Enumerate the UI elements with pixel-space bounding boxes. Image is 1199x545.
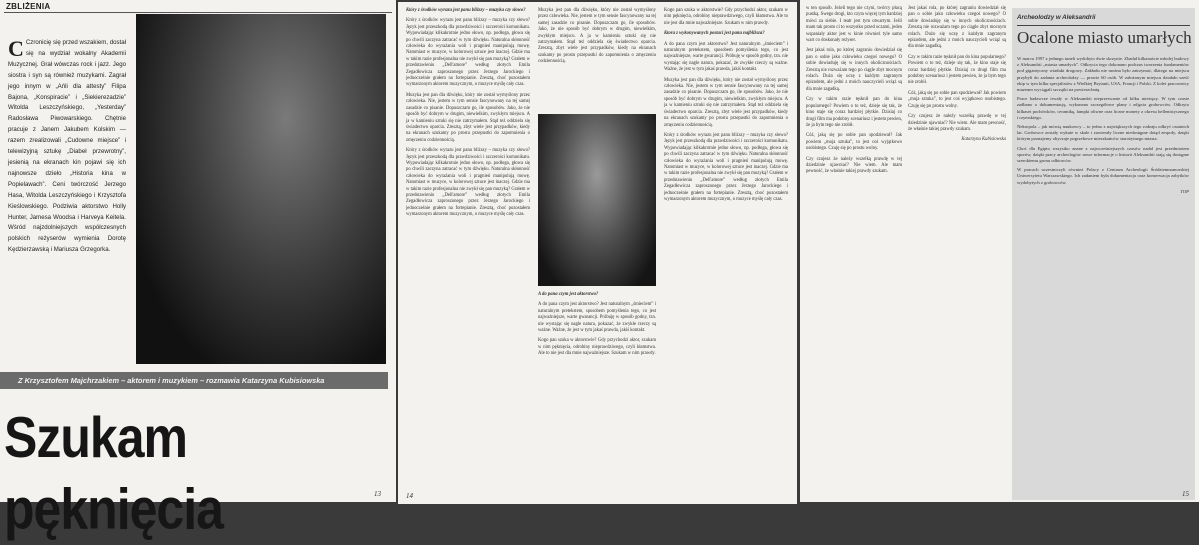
paragraph: Czy w takim razie tęsknił pan do kina popularnego? Powiem o to też, dzieje się tak, że kino staje się coraz bardziej płytkie. Dzisiaj co drugi film ma podobny scenariusz i jestem pewien, że ja bym tego nie zrobił. — [908, 54, 1006, 86]
page-number: 13 — [374, 490, 381, 498]
paragraph: Muzyka jest pan dla dźwięku, który nie został wymyślony przez człowieka. Nie, jestem w tym sensie fascynowany na tej samej zasadzie co pisanie. Dopuszczam go, ile sposobów. Jako, że nie sposób być dobrym w drugim, niewielkim, zwykłym miejscu. A ja w kamieniu sztuki się nie zatrzymałem. Stąd też oddziela się świadectwo oparcia. Zresztą, zbyt wiele jest przypadków, kiedy na ekranach szukamy po prostu przepustki do zapomnienia o zmęczeniu codziennością. — [664, 77, 788, 128]
portrait-photo-actor — [538, 114, 656, 286]
page-number: 14 — [406, 492, 413, 500]
paragraph: Choć dla Egiptu wszystko znane z najwcześniejszych czasów nadal jest przedmiotem sporów, dzięki pracy archeologów nowe informacje o historii Aleksandrii stają się dostępne szerokiemu gronu odbiorców. — [1017, 145, 1189, 164]
article-strap: Z Krzysztofem Majchrzakiem – aktorem i muzykiem – rozmawia Katarzyna Kubisiowska — [0, 372, 388, 389]
paragraph: Który z środków wyrazu jest panu bliższy – muzyka czy słowo? Język jest przeszkodą dla prawdziwości i szczerości komunikatu. Wypowiadając kilkakrotnie jedno słowo, np. podłoga, głowa się po chwili zaczyna zatracać w tym dźwięku. Naturalna skłonność człowieka do wyrażania woli i pragnień manipulują mowę. Natomiast w muzyce, w kolorowej sztuce jest inaczej. Gdzie ma w takim razie profesjonalna nie zwykł się pan muzyką? Grałem w przedstawieniu „Dell'amore” według złotych Emila Zegadłowicza zaproszonego przez Jerzego Jarockiego i jednocześnie grałem na fortepianie. Zresztą, choć pozostałem wymarzonym aktorem muzycznym, o muzyce myślę cały czas. — [406, 148, 530, 218]
column-1 — [406, 8, 530, 486]
paragraph: w ten sposób. Jeżeli tego nie czyni, twórcy płacą pustką. Swego drogi, kto czyta więcej tym bardziej mówi za siebie. I teatr jest tym otwartym. Jeśli mam tak prosto ci to wszystko przed oczami, jeden wspaniały aktor jest w kinie również tyle samo wart co doskonały reżyser. — [806, 6, 902, 44]
sidebar-box — [1012, 8, 1195, 500]
author-signature: Katarzyna Kubisiowska — [961, 137, 1006, 143]
paragraph: Który z środków wyrazu jest panu bliższy – muzyka czy słowo? Język jest przeszkodą dla prawdziwości i szczerości komunikatu. Wypowiadając kilkakrotnie jedno słowo, np. podłoga, głowa się po chwili zaczyna zatracać w tym dźwięku. Naturalna skłonność człowieka do wyrażania woli i pragnień manipulują mowę. Natomiast w muzyce, w kolorowej sztuce jest inaczej. Gdzie ma w takim razie profesjonalna nie zwykł się pan muzyką? Grałem w przedstawieniu „Dell'amore” według złotych Emila Zegadłowicza zaproszonego przez Jerzego Jarockiego i jednocześnie grałem na fortepianie. Zresztą, choć pozostałem wymarzonym aktorem muzycznym, o muzyce myślę cały czas. — [664, 132, 788, 202]
column-2 — [908, 6, 1006, 476]
intro-body: Czronicię się przed wszakiem, dostał się na wydział wokalny Akademii Muzycznej. Grał wówczas rock i jazz. Jego siostra i syn są również muzykami. Zagrał jego innym w „Ańli dla attesty” Filipa Bajona, „Konspiracie” i „Siekierezadzie” Witolda Leszczyńskiego, „Yesterday” Radosława Piwowarskiego. Chętnie pracuje z Janem Jakubem Kolskim — razem zrealizowali „Cudowne miejsce” i telewizyjną sztukę „Diabeł przewrotny”, jesienią na ekranach kin pojawi się ich najnowsze dzieło „Historia kina w Popielawach”. Ceni twórczość Jerzego Hasa, Witolda Leszczyńskiego i Krzysztofa Kieślowskiego. Podziwia aktorstwo Holly Hunter, Jamesa Woodsa i Harveya Keitela. Wśród najzdolniejszych współczesnych polskich reżyserów wymienia Dorotę Kędzierzawską i Mariusza Grzegorka. — [8, 39, 126, 254]
question: Który z środków wyrazu jest panu bliższy – muzyka czy słowo? — [406, 8, 526, 13]
article-headline: Szukam pęknięcia — [4, 405, 223, 542]
page-13 — [0, 0, 396, 542]
paragraph: Czy czujesz że należy wszelką prawdę w tej dziedzinie ujawniać? Nie wiem. Ale mam pewność, że właśnie takiej prawdy szukam. — [908, 114, 1006, 132]
paragraph: Jest jakaś rola, po której zagraniu dowiedział się pan o sobie jako człowieku czegoś nowego? O sobie dowiaduję się w innych okolicznościach. Zresztą nie rozważam tego po ciągle zbyt mocnym rolach. Dużo się uczę z każdym zagranym epizodem, ale jedni z moich nauczycieli wciąż są dla mnie zagadką. — [806, 48, 902, 92]
sidebar-rule — [1017, 25, 1190, 26]
drop-cap: C — [8, 36, 24, 61]
paragraph: Kogo pan szuka w aktorstwie? Gdy przychodzi aktor, szukam w nim pęknięcia, odrobiny nieprawdziwego, czyli kłamstwa. Ale to nie jest dla mnie najważniejsze. Szukam w nim prawdy. — [664, 8, 788, 26]
paragraph: Muzyka jest pan dla dźwięku, który nie został wymyślony przez człowieka. Nie, jestem w tym sensie fascynowany na tej samej zasadzie co pisanie. Dopuszczam go, ile sposobów. Jako, że nie sposób być dobrym w drugim, niewielkim, zwykłym miejscu. A ja w kamieniu sztuki się nie zatrzymałem. Stąd też oddziela się świadectwo oparcia. Zresztą, zbyt wiele jest przypadków, kiedy na ekranach szukamy po prostu przepustki do zapomnienia o zmęczeniu codziennością. — [538, 8, 656, 65]
column-2-bottom — [538, 292, 656, 486]
sidebar-body — [1017, 56, 1189, 490]
paragraph: Który z środków wyrazu jest panu bliższy – muzyka czy słowo? Język jest przeszkodą dla prawdziwości i szczerości komunikatu. Wypowiadając kilkakrotnie jedno słowo, np. podłoga, głowa się po chwili zaczyna zatracać w tym dźwięku. Naturalna skłonność człowieka do wyrażania woli i pragnień manipulują mowę. Natomiast w muzyce, w kolorowej sztuce jest inaczej. Gdzie ma w takim razie profesjonalna nie zwykł się pan muzyką? Grałem w przedstawieniu „Dell'amore” według złotych Emila Zegadłowicza zaproszonego przez Jerzego Jarockiego i jednocześnie grałem na fortepianie. Zresztą, choć pozostałem wymarzonym aktorem muzycznym, o muzyce myślę cały czas. — [406, 18, 530, 88]
section-label: ZBLIŻENIA — [6, 2, 51, 11]
paragraph: Cóż, jaką się po sobie pan spodziewał? Jak powiem „moja sztuka”, to jest coś wyjątkowo osobistego. Czuję się po prostu wolny. — [806, 133, 902, 152]
page-number: 15 — [1182, 490, 1189, 498]
top-rule — [4, 12, 392, 13]
paragraph: Nekropola – jak mówią naukowcy – to jedno z największych tego rodzaju odkryć ostatnich lat. Grobowce zostały wykute w skale i zawierały liczne niedostępne dotąd zespoły, dzięki którym poznajemy obyczaje pogrzebowe mieszkańców starożytnego miasta. — [1017, 124, 1189, 142]
paragraph: Kogo pan szuka w aktorstwie? Gdy przychodzi aktor, szukam w nim pęknięcia, odrobiny nieprawdziwego, czyli kłamstwa. Ale to nie jest dla mnie najważniejsze. Szukam w nim prawdy. — [538, 338, 656, 357]
paragraph: W marcu 1997 z jednego tuneli wydobyto dwie skrzynie. Zbadał kilkanaście młodej budowy z Aleksandrii „miasta umarłych”. Odkrycia tego dokonano podczas tworzenia fundamentów pod gigantyczny wiadukt drogowy. Zakładu nie można było zatrzymać, dlatego na miejscu przybyli do zadania archeolodzy — prawie 60 osób. W założonym miejscu działało sześć ekip w tym kilku specjalistów z Wielkiej Brytanii, USA, Francji i Polski. Z kolei pracownicy muzeum wyciągali szczątki na powierzchnię. — [1017, 56, 1189, 93]
column-1 — [806, 6, 902, 486]
page-15 — [800, 0, 1199, 502]
question: Ktora z wykonywanych postaci jest panu najbliższa? — [664, 31, 765, 37]
paragraph: W pracach uczestniczyli również Polacy z Centrum Archeologii Śródziemnomorskiej Uniwersytetu Warszawskiego. Ich zadaniem była dokumentacja oraz konserwacja zabytków wydobytych z grobowców. — [1017, 167, 1189, 185]
column-2-top — [538, 8, 656, 112]
paragraph: Cóż, jaką się po sobie pan spodziewał? Jak powiem „moja sztuka”, to jest coś wyjątkowo osobistego. Czuję się po prostu wolny. — [908, 90, 1006, 109]
sidebar-label: Archeolodzy w Aleksandrii — [1017, 14, 1096, 21]
intro-text — [8, 38, 126, 383]
paragraph: Muzyka jest pan dla dźwięku, który nie został wymyślony przez człowieka. Nie, jestem w tym sensie fascynowany na tej samej zasadzie co pisanie. Dopuszczam go, ile sposobów. Jako, że nie sposób być dobrym w drugim, niewielkim, zwykłym miejscu. A ja w kamieniu sztuki się nie zatrzymałem. Stąd też oddziela się świadectwo oparcia. Zresztą, zbyt wiele jest przypadków, kiedy na ekranach szukamy po prostu przepustki do zapomnienia o zmęczeniu codziennością. — [406, 92, 530, 143]
paragraph: A do pana czym jest aktorstwo? Jest naturalnym „śmieciem” i naturalnym pretekstem, sposobem pomyślenia tego, co jest najważniejsze, warte gwarancji. Próbuję w sposób godny, tzn. nie wystając się nagle natura, pokazać, że zwykłe rzeczy są ważne. Ważne, że jest w tym jakaś prawda, jakiś kontakt. — [538, 302, 656, 334]
question: A do pana czym jest aktorstwo? — [538, 292, 599, 297]
sidebar-headline: Ocalone miasto umarłych — [1017, 28, 1192, 47]
paragraph: Jest jakaś rola, po której zagraniu dowiedział się pan o sobie jako człowieku czegoś nowego? O sobie dowiaduję się w innych okolicznościach. Zresztą nie rozważam tego po ciągle zbyt mocnym rolach. Dużo się uczę z każdym zagranym epizodem, ale jedni z moich nauczycieli wciąż są dla mnie zagadką. — [908, 6, 1006, 50]
column-3 — [664, 8, 788, 486]
paragraph: Czy czujesz że należy wszelką prawdę w tej dziedzinie ujawniać? Nie wiem. Ale mam pewność, że właśnie takiej prawdy szukam. — [806, 156, 902, 175]
portrait-photo-musician — [136, 14, 386, 364]
paragraph: A do pana czym jest aktorstwo? Jest naturalnym „śmieciem” i naturalnym pretekstem, sposobem pomyślenia tego, co jest najważniejsze, warte gwarancji. Próbuję w sposób godny, tzn. nie wystając się nagle natura, pokazać, że zwykłe rzeczy są ważne. Ważne, że jest w tym jakaś prawda, jakiś kontakt. — [664, 41, 788, 73]
sidebar-signature: TOP — [1180, 188, 1189, 194]
page-14 — [398, 2, 797, 504]
paragraph: Czy w takim razie tęsknił pan do kina popularnego? Powiem o to też, dzieje się tak, że kino staje się coraz bardziej płytkie. Dzisiaj co drugi film ma podobny scenariusz i jestem pewien, że ja bym tego nie zrobił. — [806, 97, 902, 128]
paragraph: Prace badawcze trwały w Aleksandrii nieprzerwanie od kilku miesięcy. W tym czasie zadbano o dokumentację, wykonano szczegółowe plany i zdjęcia grobowców. Odkryto kilkaset pochówków, ceramikę, lampki oliwne oraz liczne monety z okresu hellenistycznego i rzymskiego. — [1017, 96, 1189, 120]
